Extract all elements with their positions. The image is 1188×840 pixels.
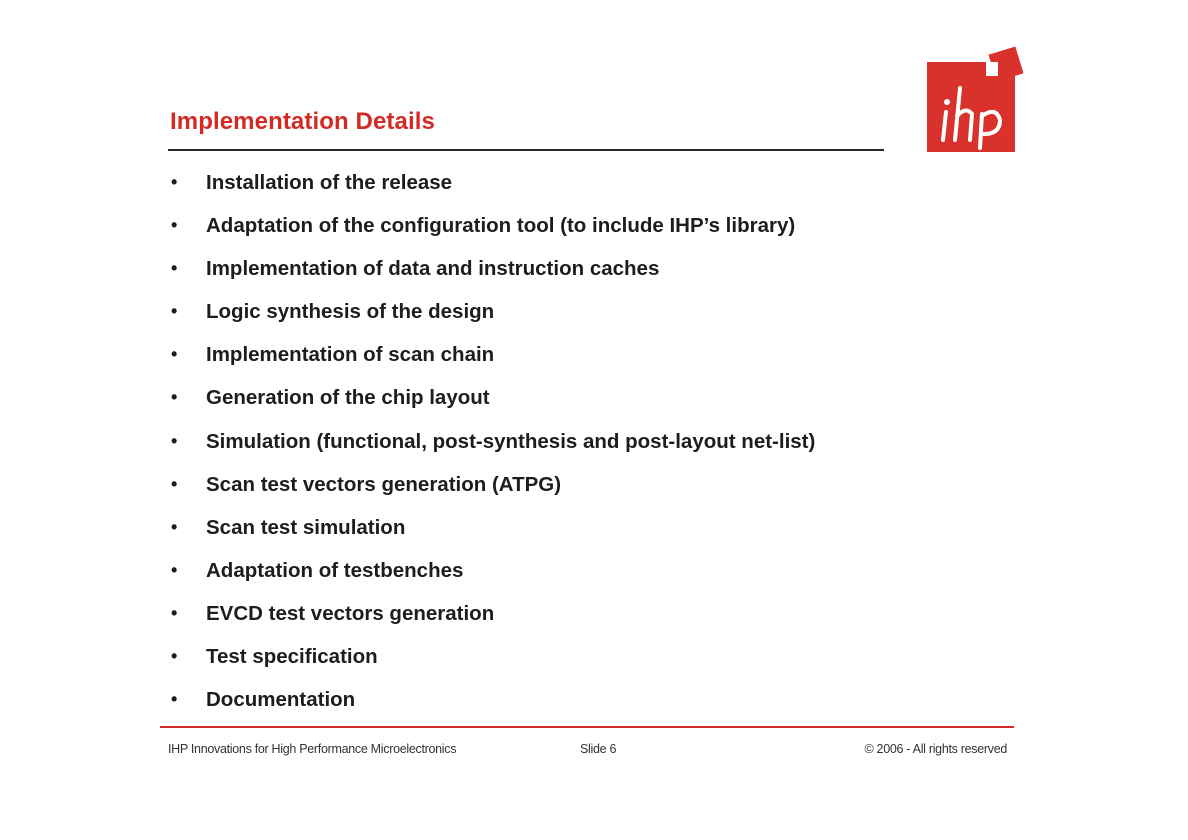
bullet-dot: • <box>171 516 178 537</box>
bullet-text: Adaptation of the configuration tool (to include IHP’s library) <box>206 214 796 238</box>
bullet-text: Documentation <box>206 688 356 712</box>
bullet-dot: • <box>171 344 178 365</box>
title-divider <box>168 149 884 151</box>
bullet-dot: • <box>171 301 178 322</box>
bullet-text: Scan test simulation <box>206 515 406 539</box>
bullet-dot: • <box>171 602 178 623</box>
bullet-text: Simulation (functional, post-synthesis and post-layout net-list) <box>206 429 816 453</box>
bullet-dot: • <box>171 172 178 192</box>
bullet-dot: • <box>171 559 178 580</box>
slide-number: Slide 6 <box>580 742 617 756</box>
bullet-dot: • <box>171 646 178 667</box>
bullet-text: Implementation of scan chain <box>206 343 495 367</box>
bullet-text: Implementation of data and instruction caches <box>206 257 660 281</box>
slide-title: Implementation Details <box>170 108 435 135</box>
footer-organization: IHP Innovations for High Performance Microelectronics <box>168 742 457 756</box>
bullet-dot: • <box>171 387 178 408</box>
bullet-text: Generation of the chip layout <box>206 386 490 410</box>
bullet-text: Adaptation of testbenches <box>206 558 464 582</box>
bullet-dot: • <box>171 430 178 451</box>
bullet-text: EVCD test vectors generation <box>206 601 495 625</box>
bullet-dot: • <box>171 689 178 710</box>
bullet-text: Scan test vectors generation (ATPG) <box>206 472 562 496</box>
bullet-text: Logic synthesis of the design <box>206 300 495 324</box>
bullet-dot: • <box>171 473 178 494</box>
bullet-text: Test specification <box>206 645 378 669</box>
footer-copyright: © 2006 - All rights reserved <box>864 742 1007 756</box>
ihp-logo-icon <box>926 46 1028 154</box>
bullet-dot: • <box>171 215 178 236</box>
bullet-text: Installation of the release <box>206 171 453 194</box>
footer-divider <box>160 726 1014 728</box>
bullet-dot: • <box>171 258 178 279</box>
